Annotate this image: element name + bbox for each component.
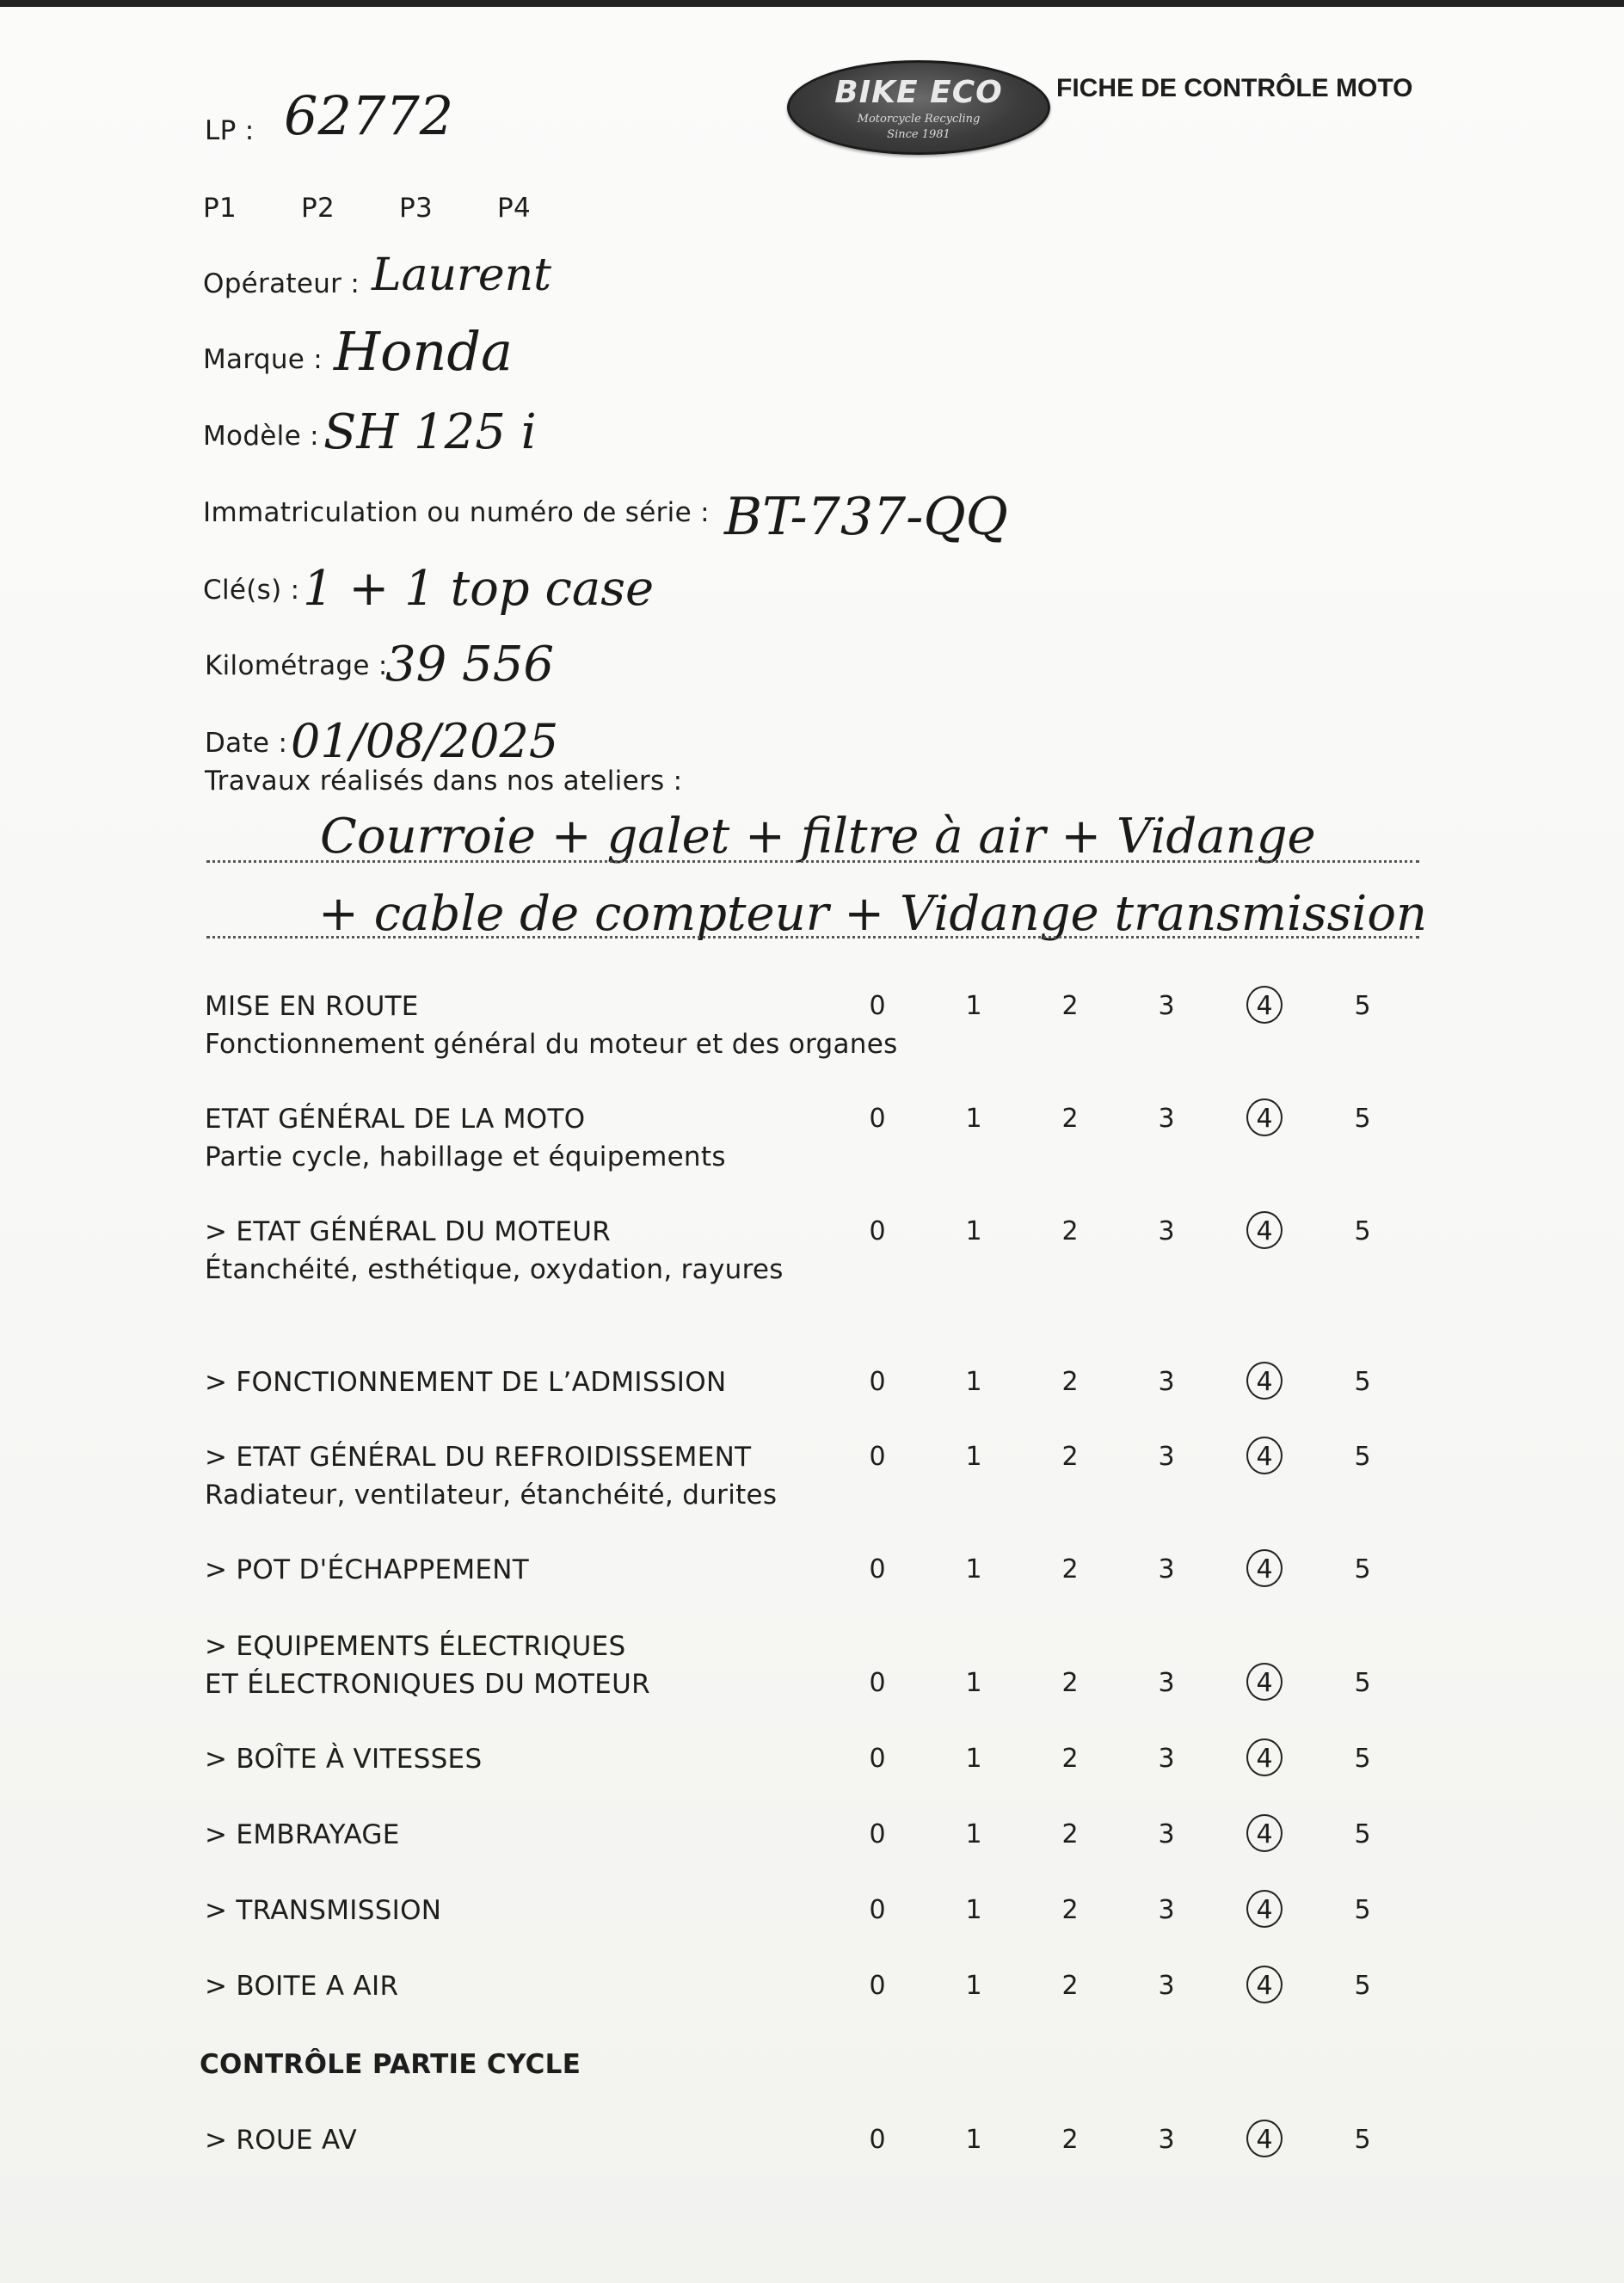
rating-option-3[interactable]: 3 [1158, 1895, 1175, 1925]
km-label: Kilométrage : [205, 650, 388, 681]
rating-option-2[interactable]: 2 [1061, 1895, 1079, 1925]
rating-option-4[interactable]: 4 [1256, 1668, 1273, 1698]
rating-option-2[interactable]: 2 [1061, 1442, 1079, 1472]
date-value: 01/08/2025 [291, 714, 559, 768]
priority-p2: P2 [301, 193, 335, 224]
rating-option-4[interactable]: 4 [1256, 991, 1273, 1021]
selected-rating-circle [1246, 1738, 1283, 1776]
rating-option-3[interactable]: 3 [1158, 1819, 1175, 1849]
priority-p4: P4 [497, 193, 532, 224]
selected-rating-circle [1246, 1966, 1283, 2003]
rating-option-3[interactable]: 3 [1158, 1216, 1175, 1246]
rating-option-5[interactable]: 5 [1354, 1895, 1371, 1925]
rating-option-0[interactable]: 0 [869, 1554, 886, 1585]
rating-option-5[interactable]: 5 [1354, 1367, 1371, 1397]
travaux-line-1: Courroie + galet + filtre à air + Vidange [320, 809, 1316, 865]
check-description: Fonctionnement général du moteur et des organes [205, 1029, 898, 1060]
selected-rating-circle [1246, 1437, 1283, 1474]
rating-option-4[interactable]: 4 [1256, 1971, 1273, 2001]
km-value: 39 556 [385, 637, 554, 692]
rating-option-4[interactable]: 4 [1256, 1104, 1273, 1134]
check-label: > POT D'ÉCHAPPEMENT [205, 1554, 529, 1585]
rating-option-1[interactable]: 1 [965, 1104, 982, 1134]
rating-option-5[interactable]: 5 [1354, 2125, 1371, 2155]
logo-brand: BIKE ECO [834, 75, 1003, 110]
check-label: > TRANSMISSION [205, 1895, 442, 1926]
selected-rating-circle [1246, 1362, 1283, 1400]
rating-option-3[interactable]: 3 [1158, 991, 1175, 1021]
rating-option-2[interactable]: 2 [1061, 1819, 1079, 1849]
rating-option-4[interactable]: 4 [1256, 1819, 1273, 1849]
rating-option-1[interactable]: 1 [965, 1442, 982, 1472]
rating-option-1[interactable]: 1 [965, 991, 982, 1021]
rating-option-5[interactable]: 5 [1354, 1554, 1371, 1585]
rating-option-4[interactable]: 4 [1256, 2125, 1273, 2155]
rating-option-5[interactable]: 5 [1354, 1104, 1371, 1134]
rating-option-1[interactable]: 1 [965, 1367, 982, 1397]
rating-option-1[interactable]: 1 [965, 2125, 982, 2155]
selected-rating-circle [1246, 1098, 1283, 1136]
cles-value: 1 + 1 top case [303, 561, 655, 617]
rating-option-0[interactable]: 0 [869, 1895, 886, 1925]
check-label: > ETAT GÉNÉRAL DU MOTEUR [205, 1216, 612, 1247]
logo-since: Since 1981 [887, 128, 950, 141]
rating-option-3[interactable]: 3 [1158, 2125, 1175, 2155]
form-title: FICHE DE CONTRÔLE MOTO [1056, 74, 1413, 102]
date-label: Date : [205, 728, 288, 759]
travaux-dotted-line-1 [206, 860, 1419, 863]
rating-option-4[interactable]: 4 [1256, 1216, 1273, 1246]
rating-option-0[interactable]: 0 [869, 2125, 886, 2155]
rating-option-5[interactable]: 5 [1354, 1744, 1371, 1774]
rating-option-0[interactable]: 0 [869, 1819, 886, 1849]
rating-option-0[interactable]: 0 [869, 1668, 886, 1698]
check-label: > EMBRAYAGE [205, 1819, 400, 1850]
travaux-line-2: + cable de compteur + Vidange transmission [318, 886, 1428, 942]
priority-p3: P3 [399, 193, 434, 224]
check-description: Partie cycle, habillage et équipements [205, 1142, 726, 1172]
rating-option-2[interactable]: 2 [1061, 1367, 1079, 1397]
check-label: > FONCTIONNEMENT DE L’ADMISSION [205, 1367, 727, 1398]
selected-rating-circle [1246, 1211, 1283, 1249]
rating-option-4[interactable]: 4 [1256, 1367, 1273, 1397]
selected-rating-circle [1246, 2120, 1283, 2157]
check-description: Radiateur, ventilateur, étanchéité, durites [205, 1480, 778, 1511]
rating-option-0[interactable]: 0 [869, 991, 886, 1021]
operateur-label: Opérateur : [203, 268, 360, 299]
rating-option-5[interactable]: 5 [1354, 1216, 1371, 1246]
rating-option-3[interactable]: 3 [1158, 1367, 1175, 1397]
section-partie-cycle-title: CONTRÔLE PARTIE CYCLE [200, 2049, 581, 2080]
rating-option-1[interactable]: 1 [965, 1895, 982, 1925]
immat-value: BT-737-QQ [724, 487, 1008, 547]
rating-option-0[interactable]: 0 [869, 1442, 886, 1472]
top-edge [0, 0, 1624, 7]
check-label: > BOÎTE À VITESSES [205, 1744, 483, 1775]
selected-rating-circle [1246, 1663, 1283, 1701]
rating-option-1[interactable]: 1 [965, 1554, 982, 1585]
check-label: > ETAT GÉNÉRAL DU REFROIDISSEMENT [205, 1442, 752, 1473]
rating-option-2[interactable]: 2 [1061, 1216, 1079, 1246]
rating-option-1[interactable]: 1 [965, 1971, 982, 2001]
lp-label: LP : [205, 115, 255, 146]
selected-rating-circle [1246, 1549, 1283, 1587]
selected-rating-circle [1246, 1890, 1283, 1928]
rating-option-0[interactable]: 0 [869, 1367, 886, 1397]
rating-option-3[interactable]: 3 [1158, 1554, 1175, 1585]
rating-option-1[interactable]: 1 [965, 1744, 982, 1774]
rating-option-2[interactable]: 2 [1061, 1668, 1079, 1698]
rating-option-5[interactable]: 5 [1354, 991, 1371, 1021]
selected-rating-circle [1246, 986, 1283, 1024]
travaux-label: Travaux réalisés dans nos ateliers : [205, 766, 683, 797]
rating-option-0[interactable]: 0 [869, 1744, 886, 1774]
priority-p1: P1 [203, 193, 237, 224]
selected-rating-circle [1246, 1814, 1283, 1852]
rating-option-5[interactable]: 5 [1354, 1668, 1371, 1698]
rating-option-0[interactable]: 0 [869, 1216, 886, 1246]
check-label: > EQUIPEMENTS ÉLECTRIQUES [205, 1631, 626, 1662]
rating-option-4[interactable]: 4 [1256, 1442, 1273, 1472]
rating-option-2[interactable]: 2 [1061, 1971, 1079, 2001]
rating-option-2[interactable]: 2 [1061, 991, 1079, 1021]
rating-option-4[interactable]: 4 [1256, 1895, 1273, 1925]
lp-value: 62772 [284, 84, 454, 147]
rating-option-5[interactable]: 5 [1354, 1971, 1371, 2001]
check-description: ET ÉLECTRONIQUES DU MOTEUR [205, 1669, 650, 1700]
rating-option-5[interactable]: 5 [1354, 1442, 1371, 1472]
rating-option-2[interactable]: 2 [1061, 1554, 1079, 1585]
rating-option-2[interactable]: 2 [1061, 1104, 1079, 1134]
check-label: > BOITE A AIR [205, 1971, 399, 2002]
rating-option-3[interactable]: 3 [1158, 1442, 1175, 1472]
logo-tagline: Motorcycle Recycling [857, 113, 981, 126]
marque-value: Honda [334, 320, 513, 383]
rating-option-3[interactable]: 3 [1158, 1744, 1175, 1774]
rating-option-4[interactable]: 4 [1256, 1554, 1273, 1585]
travaux-dotted-line-2 [206, 936, 1419, 938]
check-label: MISE EN ROUTE [205, 991, 419, 1022]
rating-option-0[interactable]: 0 [869, 1971, 886, 2001]
check-description: Étanchéité, esthétique, oxydation, rayures [205, 1254, 784, 1285]
check-label: ETAT GÉNÉRAL DE LA MOTO [205, 1104, 586, 1135]
rating-option-1[interactable]: 1 [965, 1819, 982, 1849]
rating-option-3[interactable]: 3 [1158, 1104, 1175, 1134]
bike-eco-logo [787, 60, 1050, 155]
rating-option-2[interactable]: 2 [1061, 1744, 1079, 1774]
check-label: > ROUE AV [205, 2125, 358, 2156]
operateur-value: Laurent [372, 249, 552, 301]
cles-label: Clé(s) : [203, 575, 300, 606]
rating-option-1[interactable]: 1 [965, 1216, 982, 1246]
rating-option-2[interactable]: 2 [1061, 2125, 1079, 2155]
rating-option-3[interactable]: 3 [1158, 1971, 1175, 2001]
modele-label: Modèle : [203, 421, 319, 452]
immat-label: Immatriculation ou numéro de série : [203, 497, 710, 528]
modele-value: SH 125 i [323, 404, 537, 460]
rating-option-3[interactable]: 3 [1158, 1668, 1175, 1698]
marque-label: Marque : [203, 344, 323, 375]
rating-option-4[interactable]: 4 [1256, 1744, 1273, 1774]
rating-option-0[interactable]: 0 [869, 1104, 886, 1134]
rating-option-5[interactable]: 5 [1354, 1819, 1371, 1849]
rating-option-1[interactable]: 1 [965, 1668, 982, 1698]
